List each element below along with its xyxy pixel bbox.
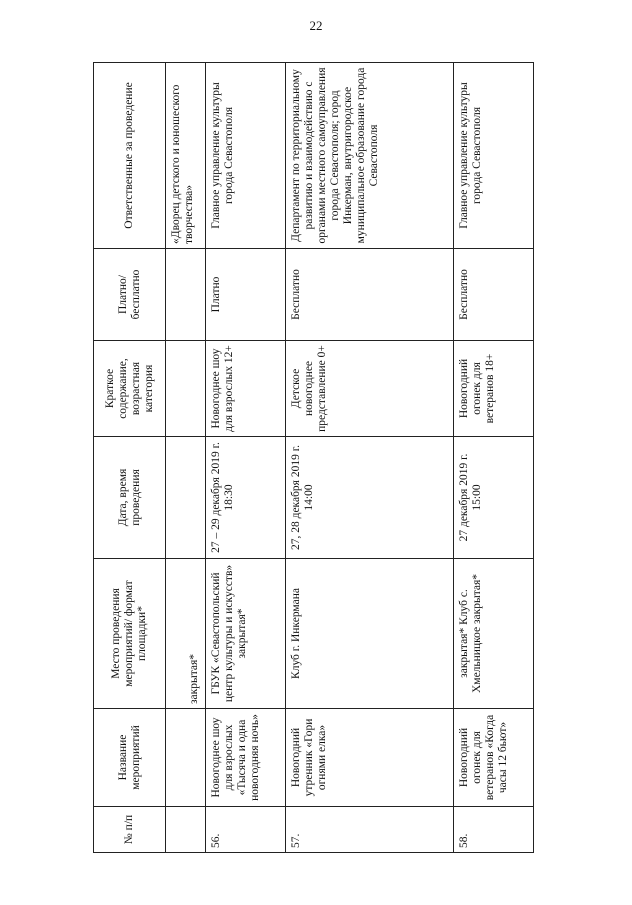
cell-paid: Бесплатно — [454, 249, 534, 341]
cell-num: 56. — [206, 807, 286, 853]
cell-responsible: Департамент по территориальному развитию и взаимодействию с органами местного самоуправления города Севастополя; город Инкерман, внутригородское муниципальное образование города Севастополя — [286, 63, 454, 249]
page-number: 22 — [309, 18, 323, 33]
cell-place: закрытая* Клуб с. Хмельницкое закрытая* — [454, 559, 534, 709]
table-row — [206, 63, 286, 853]
cell-content: Новогоднее шоу для взрослых 12+ — [206, 341, 286, 437]
cell-paid: Бесплатно — [286, 249, 454, 341]
header-content: Краткое содержание, возрастная категория — [94, 341, 166, 437]
header-responsible: Ответственные за проведение — [94, 63, 166, 249]
cell-content: Детское новогоднее представление 0+ — [286, 341, 454, 437]
header-place: Место проведения мероприятий/ формат площадки* — [94, 559, 166, 709]
cell-place: закрытая* — [166, 559, 206, 709]
header-date: Дата, время проведения — [94, 437, 166, 559]
cell-name: Новогоднее шоу для взрослых «Тысяча и одна новогодняя ночь» — [206, 709, 286, 807]
cell-place: Клуб г. Инкермана — [286, 559, 454, 709]
header-name: Название мероприятий — [94, 709, 166, 807]
table-row — [286, 63, 454, 853]
cell-name: Новогодний утренник «Гори огнями елка» — [286, 709, 454, 807]
cell-paid: Платно — [206, 249, 286, 341]
cell-responsible: «Дворец детского и юношеского творчества» — [166, 63, 206, 249]
table-row — [166, 63, 206, 853]
table-container — [93, 63, 533, 853]
table-row — [454, 63, 534, 853]
cell-name — [166, 709, 206, 807]
cell-content: Новогодний огонек для ветеранов 18+ — [454, 341, 534, 437]
cell-content — [166, 341, 206, 437]
header-row — [94, 63, 166, 853]
cell-num: 58. — [454, 807, 534, 853]
cell-num — [166, 807, 206, 853]
cell-name: Новогодний огонек для ветеранов «Когда часы 12 бьют» — [454, 709, 534, 807]
header-paid: Платно/ бесплатно — [94, 249, 166, 341]
cell-date: 27 декабря 2019 г. 15:00 — [454, 437, 534, 559]
header-num: № п/п — [94, 807, 166, 853]
events-table — [93, 62, 534, 853]
cell-date: 27, 28 декабря 2019 г. 14:00 — [286, 437, 454, 559]
cell-responsible: Главное управление культуры города Севастополя — [454, 63, 534, 249]
cell-responsible: Главное управление культуры города Севастополя — [206, 63, 286, 249]
cell-date — [166, 437, 206, 559]
cell-paid — [166, 249, 206, 341]
cell-num: 57. — [286, 807, 454, 853]
cell-date: 27 – 29 декабря 2019 г. 18:30 — [206, 437, 286, 559]
cell-place: ГБУК «Севастопольский центр культуры и искусств» закрытая* — [206, 559, 286, 709]
